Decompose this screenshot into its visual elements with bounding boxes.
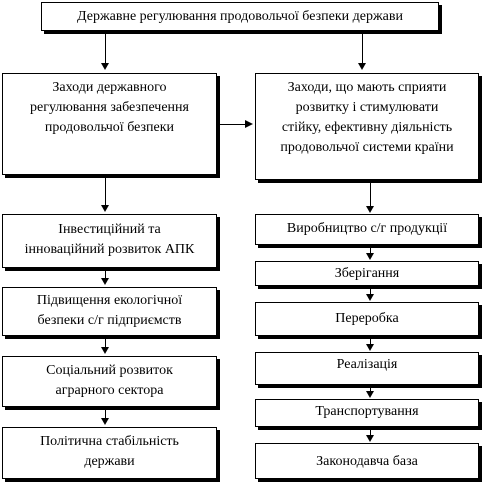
connector-right-0 [370, 183, 371, 207]
arrow-left-2 [101, 347, 109, 354]
right-item-label: Переробка [335, 311, 399, 326]
right-item-processing [255, 302, 479, 336]
right-item-label: Законодавча база [316, 454, 418, 469]
arrow-right-2 [366, 294, 374, 301]
left-item-social [2, 356, 217, 407]
right-item-label: Транспортування [315, 404, 419, 419]
left-item-line: інноваційний розвиток АПК [24, 242, 195, 257]
arrow-right-1 [366, 253, 374, 260]
arrow-top-right [358, 63, 366, 70]
right-item-storage [255, 261, 479, 286]
left-item-line: безпеки с/г підприємств [37, 313, 182, 328]
arrow-left-1 [101, 278, 109, 285]
arrow-right-0 [366, 206, 374, 213]
left-item-line: Підвищення екологічної [36, 293, 183, 308]
arrow-right-5 [366, 435, 374, 442]
right-main-line-3: стійку, ефективну діяльність [281, 120, 453, 135]
connector-top-left [105, 34, 106, 64]
right-item-transport [255, 399, 479, 427]
left-main-line-3: продовольчої безпеки [44, 120, 175, 135]
arrow-right-3 [366, 344, 374, 351]
left-item-ecology [2, 287, 217, 336]
arrow-top-left [101, 63, 109, 70]
right-item-sales [255, 352, 479, 385]
arrow-right-4 [366, 391, 374, 398]
left-main-box [2, 73, 217, 175]
right-item-label: Реалізація [336, 357, 398, 372]
right-item-label: Виробництво с/г продукції [286, 221, 448, 236]
left-item-politics [2, 427, 217, 479]
right-main-line-2: розвитку і стимулювати [295, 100, 439, 115]
connector-top-right [362, 34, 363, 64]
left-item-line: Соціальний розвиток [46, 363, 173, 378]
left-main-line-1: Заходи державного [52, 80, 167, 95]
left-item-investment [2, 214, 217, 268]
left-item-line: держави [84, 454, 135, 469]
right-item-label: Зберігання [334, 266, 400, 281]
right-main-line-4: продовольчої системи країни [280, 140, 454, 155]
right-main-box [255, 73, 479, 180]
connector-main-horizontal [220, 124, 246, 125]
right-main-line-1: Заходи, що мають сприяти [287, 80, 447, 95]
connector-left-0 [105, 178, 106, 206]
left-item-line: Інвестиційний та [58, 222, 161, 237]
left-item-line: Політична стабільність [40, 434, 179, 449]
right-item-legislation [255, 443, 479, 479]
top-box [41, 2, 439, 31]
arrow-left-3 [101, 418, 109, 425]
right-item-production [255, 214, 479, 245]
left-main-line-2: регулювання забезпечення [30, 100, 189, 115]
left-item-line: аграрного сектора [55, 383, 164, 398]
arrow-main-right [245, 120, 253, 128]
arrow-left-0 [101, 205, 109, 212]
top-box-label: Державне регулювання продовольчої безпеки держави [77, 9, 403, 24]
